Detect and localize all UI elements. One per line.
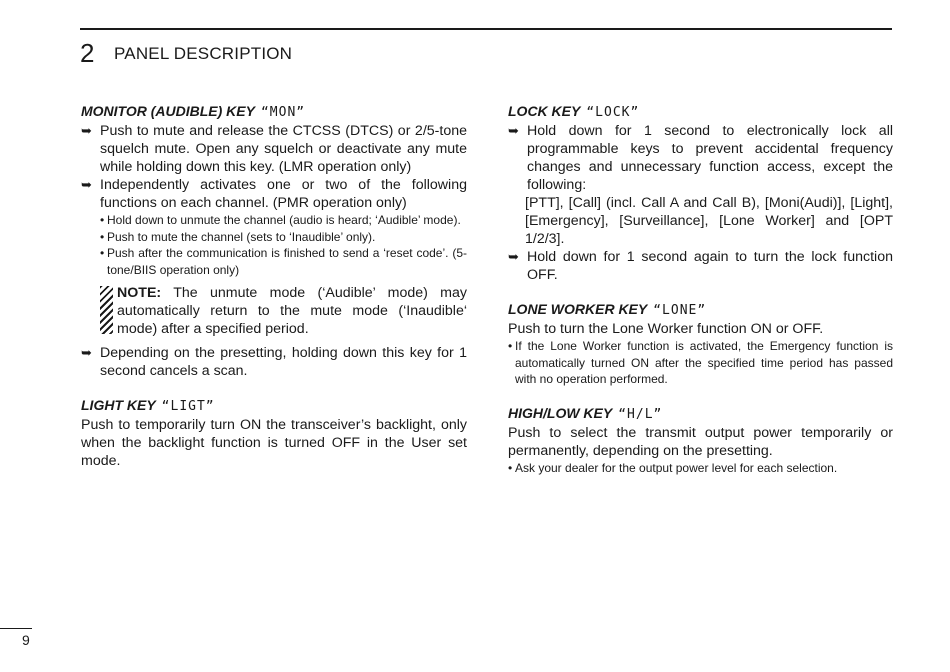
monitor-key-title: MONITOR (AUDIBLE) KEY [81, 103, 255, 119]
monitor-sub-1: Hold down to unmute the channel (audio is heard; ‘Audible’ mode). [107, 213, 461, 227]
note-label: NOTE: [117, 285, 162, 301]
arrow-icon: ➥ [508, 123, 519, 138]
bullet-dot-icon: • [508, 339, 513, 353]
high-low-key-section [508, 404, 893, 477]
arrow-icon: ➥ [508, 249, 519, 264]
page-number: 9 [22, 632, 30, 648]
bullet-dot-icon: • [508, 460, 513, 475]
list-item [81, 122, 467, 176]
monitor-bullet-2: Independently activates one or two of the following functions on each channel. (PMR operation only) [100, 177, 467, 211]
high-low-key-title: HIGH/LOW KEY [508, 404, 613, 421]
high-low-text: Push to select the transmit output power temporarily or permanently, depending on the presetting. [508, 424, 893, 459]
list-item [508, 248, 893, 284]
light-key-section [81, 396, 467, 470]
monitor-bullet-3: Depending on the presetting, holding down this key for 1 second cancels a scan. [100, 345, 467, 379]
lone-worker-sub: If the Lone Worker function is activated, the Emergency function is automatically turned ON after the specified time period has passed with no operation performed. [515, 339, 893, 386]
light-key-title: LIGHT KEY [81, 397, 156, 413]
monitor-sub-3: Push after the communication is finished to send a ‘reset code’. (5-tone/BIIS operation only) [107, 246, 467, 277]
monitor-sub-2: Push to mute the channel (sets to ‘Inaudible’ only). [107, 229, 376, 244]
footer-rule [0, 628, 32, 629]
lock-exceptions-text: [PTT], [Call] (incl. Call A and Call B), [Moni(Audi)], [Light], [Emergency], [Surveillance], [Lone Worker] and [OPT 1/2/3]. [525, 195, 893, 247]
chapter-number: 2 [80, 38, 95, 68]
monitor-key-heading [81, 102, 467, 122]
bullet-dot-icon: • [100, 213, 105, 227]
lock-key-title: LOCK KEY [508, 103, 581, 119]
chapter-title: PANEL DESCRIPTION [114, 44, 293, 63]
note-hatch-icon [100, 286, 113, 334]
light-key-text: Push to temporarily turn ON the transceiver’s backlight, only when the backlight function is turned OFF in the User set mode. [81, 417, 467, 469]
monitor-key-section [81, 102, 467, 380]
light-key-heading [81, 396, 467, 416]
bullet-dot-icon: • [100, 229, 105, 244]
light-key-lcd: “LIGT” [161, 399, 215, 414]
lock-exceptions [508, 194, 893, 248]
lock-key-lcd: “LOCK” [586, 105, 640, 120]
lock-bullet-2: Hold down for 1 second again to turn the lock function OFF. [527, 249, 893, 283]
arrow-icon: ➥ [81, 123, 92, 138]
lone-worker-key-lcd: “LONE” [653, 303, 707, 318]
list-item [81, 245, 467, 278]
list-item [81, 176, 467, 212]
header-rule [80, 28, 892, 30]
monitor-key-lcd: “MON” [260, 105, 306, 120]
arrow-icon: ➥ [81, 177, 92, 192]
note-box [100, 284, 467, 338]
lock-key-heading [508, 102, 893, 122]
list-item [508, 122, 893, 194]
list-item [508, 338, 893, 388]
right-column [508, 102, 893, 492]
arrow-icon: ➥ [81, 345, 92, 360]
lone-worker-key-section [508, 300, 893, 388]
lone-worker-key-heading [508, 300, 893, 320]
list-item [81, 229, 467, 246]
bullet-dot-icon: • [100, 246, 105, 260]
high-low-key-lcd: “H/L” [618, 406, 663, 422]
lone-worker-key-title: LONE WORKER KEY [508, 301, 648, 317]
list-item [81, 212, 467, 229]
lock-bullet-1: Hold down for 1 second to electronically lock all programmable keys to prevent accidental frequency changes and unnecessary function access, except the following: [527, 123, 893, 193]
list-item [81, 344, 467, 380]
left-column [81, 102, 467, 486]
list-item [508, 460, 893, 477]
lone-worker-text: Push to turn the Lone Worker function ON or OFF. [508, 321, 824, 337]
note-text: The unmute mode (‘Audible’ mode) may automatically return to the mute mode (‘Inaudible‘ mode) after a specified period. [117, 285, 467, 337]
high-low-key-heading [508, 404, 893, 424]
lock-key-section [508, 102, 893, 284]
monitor-bullet-1: Push to mute and release the CTCSS (DTCS) or 2/5-tone squelch mute. Open any squelch or deactivate any mute while holding down this key. (LMR operation only) [100, 123, 467, 175]
high-low-sub: Ask your dealer for the output power level for each selection. [515, 460, 838, 475]
